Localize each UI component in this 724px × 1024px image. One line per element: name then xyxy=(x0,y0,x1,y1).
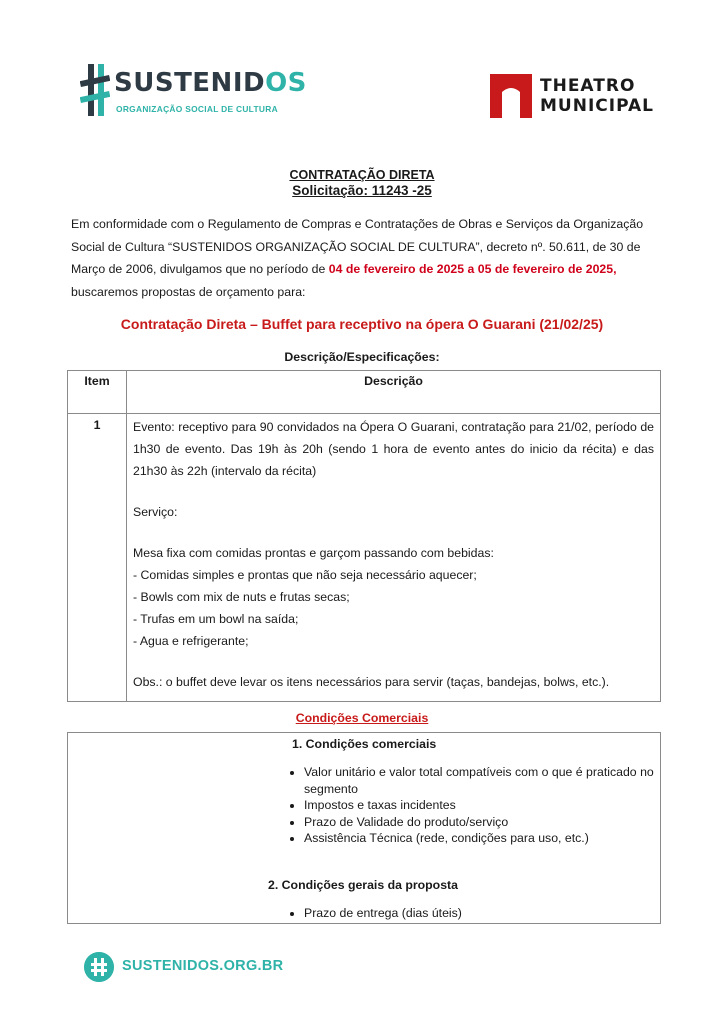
period-dates: 04 de fevereiro de 2025 a 05 de fevereiro de 2025, xyxy=(328,262,617,276)
service-item: - Agua e refrigerante; xyxy=(133,634,249,648)
request-number: Solicitação: 11243 -25 xyxy=(292,183,432,198)
intro-paragraph: Em conformidade com o Regulamento de Compras e Contratações de Obras e Serviços da Organização Social de Cultura “SUSTENIDOS ORGANIZAÇÃO SOCIAL DE CULTURA”, decreto nº. 50.611, de 30 de Março de 2006, divulgamos que no período de 04 de fevereiro de 2025 a 05 de fevereiro de 2025, buscaremos propostas de orçamento para: xyxy=(71,217,644,299)
conditions-section2-heading: 2. Condições gerais da proposta xyxy=(268,878,458,892)
footer-url[interactable]: SUSTENIDOS.ORG.BR xyxy=(122,958,284,974)
list-item: • Prazo de Validade do produto/serviço xyxy=(304,814,674,831)
footer xyxy=(84,952,304,982)
theatre-arch-icon xyxy=(488,74,534,118)
document-title: CONTRATAÇÃO DIRETA xyxy=(289,168,435,182)
theatre-line2: MUNICIPAL xyxy=(540,96,654,116)
conditions-section2-list xyxy=(282,905,674,922)
title-block xyxy=(0,168,724,198)
theatre-line1: THEATRO xyxy=(540,76,636,96)
event-description: Evento: receptivo para 90 convidados na Ópera O Guarani, contratação para 21/02, período de 1h30 de evento. Das 19h às 20h (sendo 1 hora de evento antes do inicio da récita) e das 21h30 às 22h (intervalo da récita) xyxy=(133,420,654,478)
table-row xyxy=(68,414,661,702)
conditions-section1-list xyxy=(282,764,674,847)
service-item: - Comidas simples e prontas que não seja necessário aquecer; xyxy=(133,568,477,582)
list-item: • Valor unitário e valor total compatíveis com o que é praticado no segmento xyxy=(304,764,674,797)
service-item: - Bowls com mix de nuts e frutas secas; xyxy=(133,590,350,604)
service-label: Serviço: xyxy=(133,505,178,519)
hash-icon xyxy=(80,64,110,116)
col-desc-header: Descrição xyxy=(127,371,661,414)
col-item-header: Item xyxy=(68,371,127,414)
description-cell xyxy=(127,414,661,702)
service-intro: Mesa fixa com comidas prontas e garçom passando com bebidas: xyxy=(133,546,494,560)
spec-heading: Descrição/Especificações: xyxy=(284,350,440,364)
conditions-section1-heading: 1. Condições comerciais xyxy=(292,737,437,751)
item-number: 1 xyxy=(68,414,127,702)
sustenidos-logo xyxy=(80,64,307,120)
contract-subtitle: Contratação Direta – Buffet para receptivo na ópera O Guarani (21/02/25) xyxy=(120,316,604,332)
observation: Obs.: o buffet deve levar os itens necessários para servir (taças, bandejas, bolws, etc.). xyxy=(133,675,610,689)
list-item: • Prazo de entrega (dias úteis) xyxy=(304,905,674,922)
theatro-municipal-logo xyxy=(488,74,658,118)
brand-wordmark: SUSTENIDOS xyxy=(114,68,307,98)
spec-table-header xyxy=(68,371,661,414)
list-item: • Assistência Técnica (rede, condições para uso, etc.) xyxy=(304,830,674,847)
list-item: • Impostos e taxas incidentes xyxy=(304,797,674,814)
service-item: - Trufas em um bowl na saída; xyxy=(133,612,299,626)
conditions-title: Condições Comerciais xyxy=(295,711,429,725)
spec-table xyxy=(67,370,661,702)
hash-circle-icon xyxy=(84,952,114,982)
brand-subtitle: ORGANIZAÇÃO SOCIAL DE CULTURA xyxy=(116,104,278,114)
conditions-box xyxy=(67,732,661,924)
